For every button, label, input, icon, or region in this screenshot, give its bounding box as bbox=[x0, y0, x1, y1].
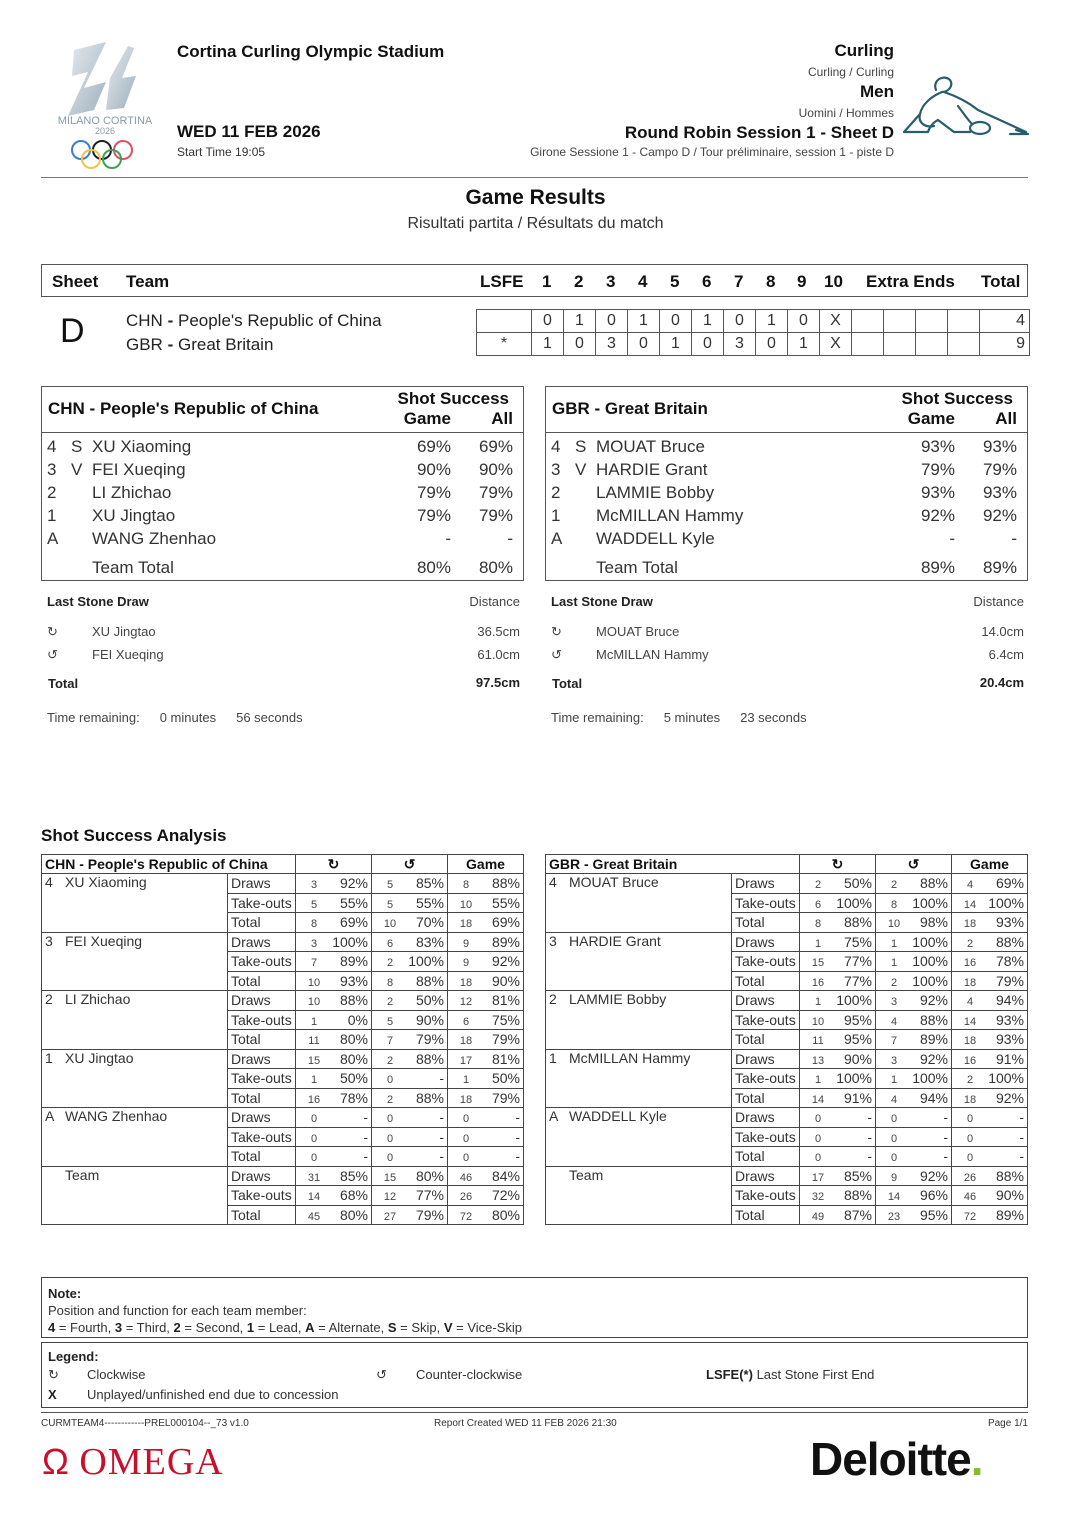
col-lsfe: LSFE bbox=[480, 272, 524, 291]
table-row: Total 8 69% 10 70% 18 69% bbox=[42, 913, 524, 933]
total-score: 4 bbox=[980, 310, 1030, 333]
col-end-10: 10 bbox=[824, 272, 843, 291]
event-subtitle: Girone Sessione 1 - Campo D / Tour préliminaire, session 1 - piste D bbox=[530, 145, 894, 159]
player-name: Team bbox=[546, 1166, 732, 1225]
table-row: Total 16 77% 2 100% 18 79% bbox=[546, 971, 1028, 991]
player-name: 2 LAMMIE Bobby bbox=[546, 991, 732, 1050]
table-row: Take-outs 0 - 0 - 0 - bbox=[42, 1127, 524, 1147]
table-row: Total 11 80% 7 79% 18 79% bbox=[42, 1030, 524, 1050]
player-name: Team bbox=[42, 1166, 228, 1225]
sport-subtitle: Curling / Curling bbox=[807, 65, 894, 79]
analysis-header-row: GBR - Great Britain ↻ ↺ Game bbox=[546, 855, 1028, 874]
table-row: Take-outs 0 - 0 - 0 - bbox=[546, 1127, 1028, 1147]
col-end-1: 1 bbox=[542, 272, 552, 291]
table-row: 2 LAMMIE Bobby Draws 1 100% 3 92% 4 94% bbox=[546, 991, 1028, 1011]
curling-pictogram-icon bbox=[898, 70, 1030, 142]
col-end-4: 4 bbox=[638, 272, 648, 291]
table-row: Total 8 88% 10 98% 18 93% bbox=[546, 913, 1028, 933]
svg-text:MILANO CORTINA: MILANO CORTINA bbox=[57, 115, 153, 127]
col-end-8: 8 bbox=[766, 272, 776, 291]
player-name: 1 XU Jingtao bbox=[42, 1049, 228, 1108]
table-row: A WANG Zhenhao Draws 0 - 0 - 0 - bbox=[42, 1108, 524, 1128]
player-name: 4 MOUAT Bruce bbox=[546, 874, 732, 933]
col-end-6: 6 bbox=[702, 272, 712, 291]
time-remaining: Time remaining: 0 minutes 56 seconds bbox=[47, 710, 303, 725]
player-row: 1 McMILLAN Hammy 92% 92% bbox=[551, 506, 1017, 525]
total-score: 9 bbox=[980, 333, 1030, 356]
team-title: GBR - Great Britain bbox=[552, 399, 708, 418]
col-sheet: Sheet bbox=[52, 272, 99, 291]
table-row: Team Draws 17 85% 9 92% 26 88% bbox=[546, 1166, 1028, 1186]
player-row: A WADDELL Kyle - - bbox=[551, 529, 1017, 548]
col-team: Team bbox=[126, 272, 170, 291]
table-row: Take-outs 15 77% 1 100% 16 78% bbox=[546, 952, 1028, 972]
page-title: Game Results bbox=[465, 186, 606, 209]
omega-logo: Ω OMEGA bbox=[42, 1441, 224, 1483]
report-code: CURMTEAM4------------PREL000104--_73 v1.0 bbox=[41, 1418, 249, 1429]
table-row: Total 14 91% 4 94% 18 92% bbox=[546, 1088, 1028, 1108]
table-row: Team Draws 31 85% 15 80% 46 84% bbox=[42, 1166, 524, 1186]
col-end-3: 3 bbox=[606, 272, 616, 291]
table-row: 4 XU Xiaoming Draws 3 92% 5 85% 8 88% bbox=[42, 874, 524, 894]
lsd-total: 97.5cm bbox=[475, 675, 520, 690]
analysis-table-chn bbox=[41, 854, 524, 1225]
col-end-7: 7 bbox=[734, 272, 744, 291]
table-row: A WADDELL Kyle Draws 0 - 0 - 0 - bbox=[546, 1108, 1028, 1128]
table-row: Total 0 - 0 - 0 - bbox=[42, 1147, 524, 1167]
end-scores-row-gbr: * 1 0 3 0 1 0 3 0 1 X 9 bbox=[477, 333, 1030, 356]
sport-title: Curling bbox=[834, 41, 894, 60]
page-number: Page 1/1 bbox=[987, 1418, 1028, 1429]
counter-clockwise-icon: ↺ bbox=[551, 647, 562, 662]
counter-clockwise-icon: ↺ bbox=[47, 647, 58, 662]
scoreboard-header bbox=[41, 264, 1028, 297]
counter-clockwise-icon: ↺ bbox=[876, 855, 952, 874]
end-scores-table bbox=[476, 309, 1030, 356]
last-stone-draw-gbr: Last Stone Draw Distance ↻ MOUAT Bruce 14.0cm ↺ McMILLAN Hammy 6.4cm Total 20.4cm Time remaining: 5 minutes 23 seconds bbox=[551, 594, 1024, 725]
note-positions: 4 = Fourth, 3 = Third, 2 = Second, 1 = Lead, A = Alternate, S = Skip, V = Vice-Skip bbox=[48, 1320, 523, 1335]
start-time: Start Time 19:05 bbox=[177, 145, 266, 159]
table-row: 4 MOUAT Bruce Draws 2 50% 2 88% 4 69% bbox=[546, 874, 1028, 894]
header-divider bbox=[41, 177, 1028, 178]
venue-name: Cortina Curling Olympic Stadium bbox=[177, 42, 445, 61]
clockwise-icon: ↻ bbox=[800, 855, 876, 874]
table-row: Total 16 78% 2 88% 18 79% bbox=[42, 1088, 524, 1108]
table-row: Total 10 93% 8 88% 18 90% bbox=[42, 971, 524, 991]
svg-text:2026: 2026 bbox=[94, 126, 116, 136]
player-name: A WANG Zhenhao bbox=[42, 1108, 228, 1167]
team-gbr-label: GBR - Great Britain bbox=[126, 335, 274, 354]
footer-divider bbox=[41, 1412, 1028, 1413]
table-row: Total 11 95% 7 89% 18 93% bbox=[546, 1030, 1028, 1050]
milano-cortina-logo bbox=[44, 38, 166, 172]
table-row: Take-outs 32 88% 14 96% 46 90% bbox=[546, 1186, 1028, 1206]
event-title: Round Robin Session 1 - Sheet D bbox=[624, 123, 894, 142]
analysis-title: Shot Success Analysis bbox=[41, 826, 227, 845]
gender-subtitle: Uomini / Hommes bbox=[798, 106, 894, 120]
lsd-total: 20.4cm bbox=[979, 675, 1024, 690]
player-row: 3 V FEI Xueqing 90% 90% bbox=[47, 460, 513, 479]
team-box-gbr: GBR - Great Britain Shot Success Game All 4 S MOUAT Bruce 93% 93% 3 V HARDIE Grant 79% 79% 2 LAMMIE Bobby 93% 93% 1 McMILLAN Hammy 92% 92% A WADDELL Kyle - - Team Total 89% 89% bbox=[545, 386, 1028, 581]
table-row: Total 0 - 0 - 0 - bbox=[546, 1147, 1028, 1167]
team-total-row: Team Total 89% 89% bbox=[596, 558, 1017, 577]
player-name: A WADDELL Kyle bbox=[546, 1108, 732, 1167]
legend-box: Legend: ↻ Clockwise ↺ Counter-clockwise LSFE(*) Last Stone First End X Unplayed/unfinished end due to concession bbox=[41, 1342, 1028, 1408]
report-created: Report Created WED 11 FEB 2026 21:30 bbox=[434, 1418, 617, 1429]
player-name: 1 McMILLAN Hammy bbox=[546, 1049, 732, 1108]
counter-clockwise-icon: ↺ bbox=[372, 855, 448, 874]
gender-title: Men bbox=[860, 82, 894, 101]
table-row: 1 XU Jingtao Draws 15 80% 2 88% 17 81% bbox=[42, 1049, 524, 1069]
analysis-header-row: CHN - People's Republic of China ↻ ↺ Game bbox=[42, 855, 524, 874]
player-name: 2 LI Zhichao bbox=[42, 991, 228, 1050]
table-row: 2 LI Zhichao Draws 10 88% 2 50% 12 81% bbox=[42, 991, 524, 1011]
sheet-letter: D bbox=[60, 312, 85, 350]
player-row: 4 S MOUAT Bruce 93% 93% bbox=[551, 437, 1017, 456]
player-name: 4 XU Xiaoming bbox=[42, 874, 228, 933]
col-extra-ends: Extra Ends bbox=[866, 272, 955, 291]
table-row: Total 49 87% 23 95% 72 89% bbox=[546, 1205, 1028, 1225]
team-total-row: Team Total 80% 80% bbox=[92, 558, 513, 577]
col-end-5: 5 bbox=[670, 272, 680, 291]
clockwise-icon: ↻ bbox=[296, 855, 372, 874]
end-scores-row-chn: 0 1 0 1 0 1 0 1 0 X 4 bbox=[477, 310, 1030, 333]
table-row: Take-outs 14 68% 12 77% 26 72% bbox=[42, 1186, 524, 1206]
player-name: 3 FEI Xueqing bbox=[42, 932, 228, 991]
player-name: 3 HARDIE Grant bbox=[546, 932, 732, 991]
analysis-table-gbr bbox=[545, 854, 1028, 1225]
team-chn-label: CHN - People's Republic of China bbox=[126, 311, 382, 330]
clockwise-icon: ↻ bbox=[551, 624, 562, 639]
table-row: Take-outs 5 55% 5 55% 10 55% bbox=[42, 893, 524, 913]
table-row: Take-outs 1 0% 5 90% 6 75% bbox=[42, 1010, 524, 1030]
counter-clockwise-icon: ↺ bbox=[376, 1367, 387, 1382]
col-total: Total bbox=[981, 272, 1021, 291]
event-date: WED 11 FEB 2026 bbox=[177, 122, 321, 141]
player-row: A WANG Zhenhao - - bbox=[47, 529, 513, 548]
table-row: Total 45 80% 27 79% 72 80% bbox=[42, 1205, 524, 1225]
col-end-9: 9 bbox=[797, 272, 807, 291]
table-row: Take-outs 10 95% 4 88% 14 93% bbox=[546, 1010, 1028, 1030]
table-row: Take-outs 7 89% 2 100% 9 92% bbox=[42, 952, 524, 972]
deloitte-logo: Deloitte. bbox=[810, 1433, 983, 1485]
page-subtitle: Risultati partita / Résultats du match bbox=[407, 215, 664, 232]
team-box-chn: CHN - People's Republic of China Shot Success Game All 4 S XU Xiaoming 69% 69% 3 V FEI Xueqing 90% 90% 2 LI Zhichao 79% 79% 1 XU Jingtao 79% 79% A WANG Zhenhao - - Team Total 80% 80% bbox=[41, 386, 524, 581]
table-row: Take-outs 6 100% 8 100% 14 100% bbox=[546, 893, 1028, 913]
team-title: CHN - People's Republic of China bbox=[48, 399, 319, 418]
table-row: Take-outs 1 50% 0 - 1 50% bbox=[42, 1069, 524, 1089]
time-remaining: Time remaining: 5 minutes 23 seconds bbox=[551, 710, 807, 725]
table-row: 3 FEI Xueqing Draws 3 100% 6 83% 9 89% bbox=[42, 932, 524, 952]
clockwise-icon: ↻ bbox=[47, 624, 58, 639]
last-stone-draw-chn: Last Stone Draw Distance ↻ XU Jingtao 36.5cm ↺ FEI Xueqing 61.0cm Total 97.5cm Time remaining: 0 minutes 56 seconds bbox=[47, 594, 520, 725]
table-row: Take-outs 1 100% 1 100% 2 100% bbox=[546, 1069, 1028, 1089]
note-box: Note: Position and function for each team member: 4 = Fourth, 3 = Third, 2 = Second, 1 = Lead, A = Alternate, S = Skip, V = Vice-Skip bbox=[41, 1277, 1028, 1338]
clockwise-icon: ↻ bbox=[48, 1367, 59, 1382]
shot-success-label: Shot Success bbox=[901, 389, 1013, 408]
table-row: 3 HARDIE Grant Draws 1 75% 1 100% 2 88% bbox=[546, 932, 1028, 952]
player-row: 2 LAMMIE Bobby 93% 93% bbox=[551, 483, 1017, 502]
shot-success-label: Shot Success bbox=[397, 389, 509, 408]
player-row: 2 LI Zhichao 79% 79% bbox=[47, 483, 513, 502]
col-end-2: 2 bbox=[574, 272, 584, 291]
player-row: 1 XU Jingtao 79% 79% bbox=[47, 506, 513, 525]
player-row: 4 S XU Xiaoming 69% 69% bbox=[47, 437, 513, 456]
table-row: 1 McMILLAN Hammy Draws 13 90% 3 92% 16 91% bbox=[546, 1049, 1028, 1069]
player-row: 3 V HARDIE Grant 79% 79% bbox=[551, 460, 1017, 479]
